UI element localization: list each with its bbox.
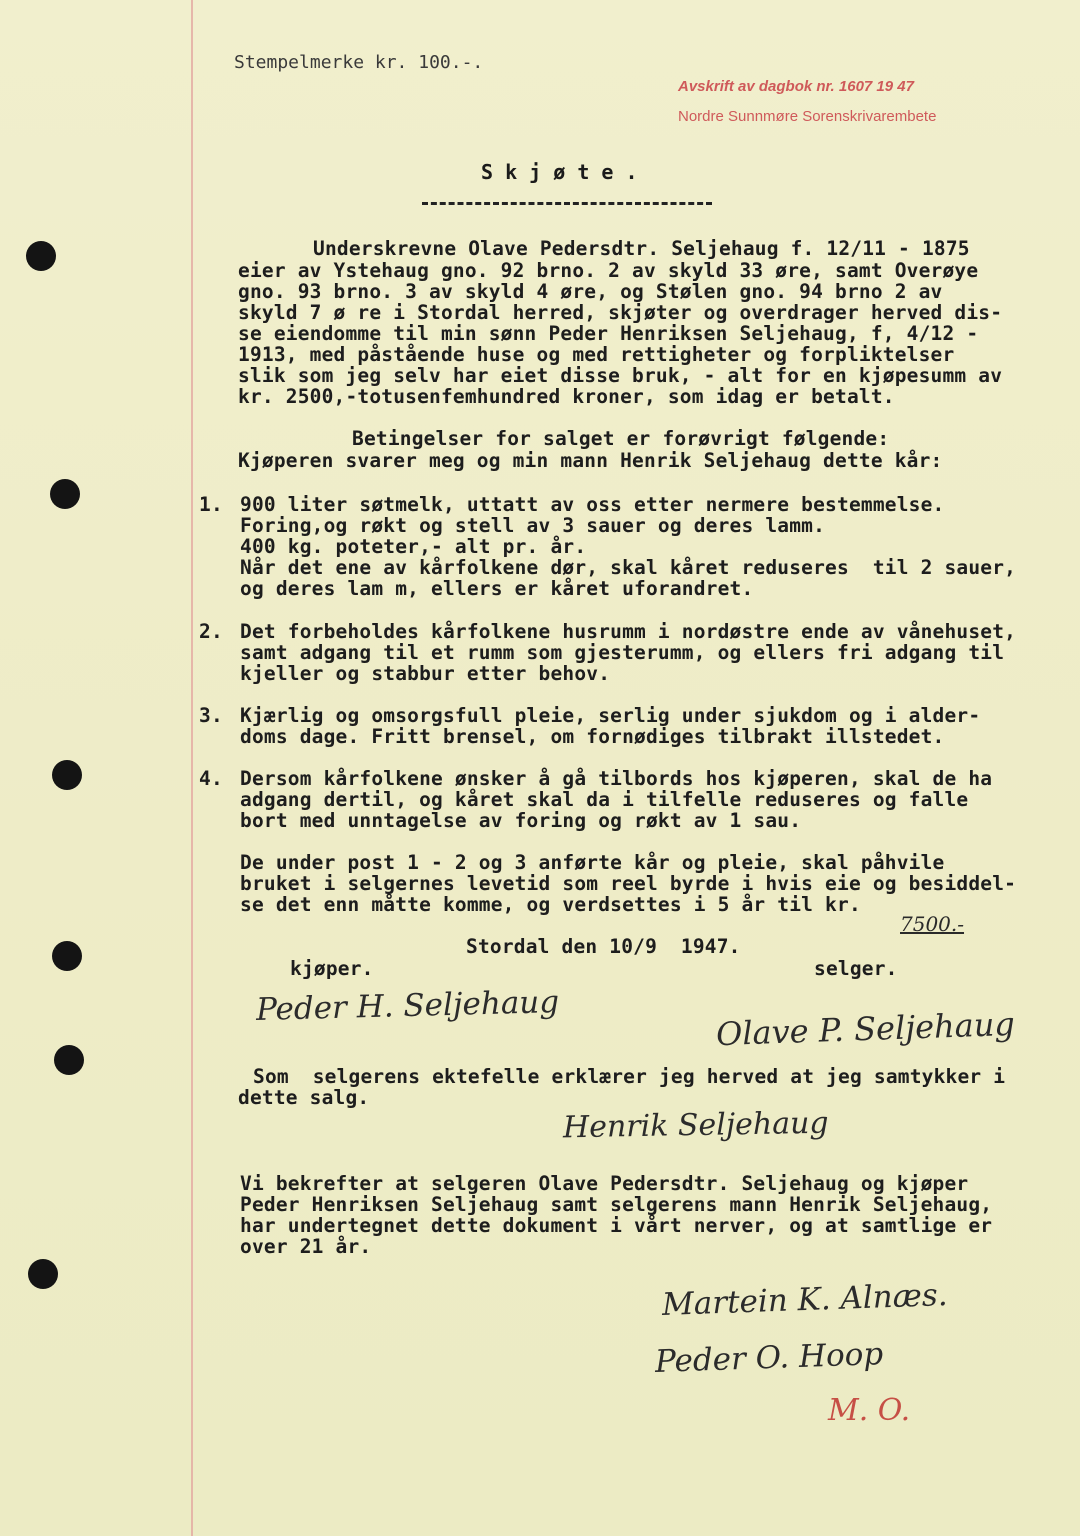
item-line: kjeller og stabbur etter behov. [240, 662, 611, 685]
punch-hole-1 [26, 241, 56, 271]
intro-line: 1913, med påstående huse og med rettigheter og forpliktelser [238, 343, 955, 366]
seller-signature: Olave P. Seljehaug [715, 1004, 1016, 1054]
item-line: Det forbeholdes kårfolkene husrumm i nordøstre ende av vånehuset, [240, 620, 1017, 643]
date-line: Stordal den 10/9 1947. [466, 935, 741, 958]
intro-line: kr. 2500,-totusenfemhundred kroner, som idag er betalt. [238, 385, 895, 408]
witness-signature-2: Peder O. Hoop [654, 1336, 884, 1380]
item-number: 4. [199, 767, 223, 790]
item-line: 900 liter søtmelk, uttatt av oss etter nermere bestemmelse. [240, 493, 945, 516]
item-line: adgang dertil, og kåret skal da i tilfelle reduseres og falle [240, 788, 969, 811]
item-number: 3. [199, 704, 223, 727]
item-line: 400 kg. poteter,- alt pr. år. [240, 535, 587, 558]
title-underline [422, 202, 712, 205]
witness-line: Peder Henriksen Seljehaug samt selgerens mann Henrik Seljehaug, [240, 1193, 993, 1216]
document-title: S k j ø t e . [481, 160, 638, 184]
punch-hole-6 [28, 1259, 58, 1289]
intro-line: eier av Ystehaug gno. 92 brno. 2 av skyld 33 øre, samt Overøye [238, 259, 979, 282]
witness-line: over 21 år. [240, 1235, 372, 1258]
punch-hole-3 [52, 760, 82, 790]
item-number: 1. [199, 493, 223, 516]
valuation-line: bruket i selgernes levetid som reel byrde i hvis eie og besiddel- [240, 872, 1017, 895]
intro-line: gno. 93 brno. 3 av skyld 4 øre, og Stølen gno. 94 brno 2 av [238, 280, 943, 303]
item-line: samt adgang til et rumm som gjesterumm, og ellers fri adgang til [240, 641, 1005, 664]
item-line: og deres lam m, ellers er kåret uforandret. [240, 577, 754, 600]
item-line: Når det ene av kårfolkene dør, skal kåret reduseres til 2 sauer, [240, 556, 1017, 579]
punch-hole-2 [50, 479, 80, 509]
item-line: Foring,og røkt og stell av 3 sauer og deres lamm. [240, 514, 826, 537]
conditions-line: Betingelser for salget er forøvrigt følgende: [352, 427, 890, 450]
office-stamp-line-2: Nordre Sunnmøre Sorenskrivarembete [678, 108, 937, 125]
spouse-line: dette salg. [238, 1086, 370, 1109]
clerk-initials: M. O. [828, 1393, 911, 1428]
punch-hole-4 [52, 941, 82, 971]
witness-signature-1: Martein K. Alnæs. [661, 1277, 949, 1323]
intro-line: skyld 7 ø re i Stordal herred, skjøter og overdrager herved dis- [238, 301, 1003, 324]
item-line: Dersom kårfolkene ønsker å gå tilbords hos kjøperen, skal de ha [240, 767, 993, 790]
valuation-amount: 7500.- [900, 912, 965, 936]
intro-line: Underskrevne Olave Pedersdtr. Seljehaug f. 12/11 - 1875 [313, 237, 970, 260]
office-stamp-line-1: Avskrift av dagbok nr. 1607 19 47 [678, 78, 914, 95]
item-number: 2. [199, 620, 223, 643]
stamp-duty-note: Stempelmerke kr. 100.-. [234, 52, 484, 73]
buyer-signature: Peder H. Seljehaug [255, 984, 560, 1028]
spouse-signature: Henrik Seljehaug [562, 1105, 829, 1146]
spouse-line: Som selgerens ektefelle erklærer jeg herved at jeg samtykker i [253, 1065, 1006, 1088]
margin-line [191, 0, 193, 1536]
intro-line: se eiendomme til min sønn Peder Henriksen Seljehaug, f, 4/12 - [238, 322, 979, 345]
conditions-line: Kjøperen svarer meg og min mann Henrik Seljehaug dette kår: [238, 449, 943, 472]
seller-label: selger. [814, 957, 898, 980]
witness-line: Vi bekrefter at selgeren Olave Pedersdtr. Seljehaug og kjøper [240, 1172, 969, 1195]
item-line: bort med unntagelse av foring og røkt av 1 sau. [240, 809, 802, 832]
intro-line: slik som jeg selv har eiet disse bruk, - alt for en kjøpesumm av [238, 364, 1003, 387]
witness-line: har undertegnet dette dokument i vårt nerver, og at samtlige er [240, 1214, 993, 1237]
valuation-line: De under post 1 - 2 og 3 anførte kår og pleie, skal påhvile [240, 851, 945, 874]
item-line: doms dage. Fritt brensel, om fornødiges tilbrakt illstedet. [240, 725, 945, 748]
item-line: Kjærlig og omsorgsfull pleie, serlig under sjukdom og i alder- [240, 704, 981, 727]
buyer-label: kjøper. [290, 957, 374, 980]
valuation-line: se det enn måtte komme, og verdsettes i 5 år til kr. [240, 893, 861, 916]
punch-hole-5 [54, 1045, 84, 1075]
